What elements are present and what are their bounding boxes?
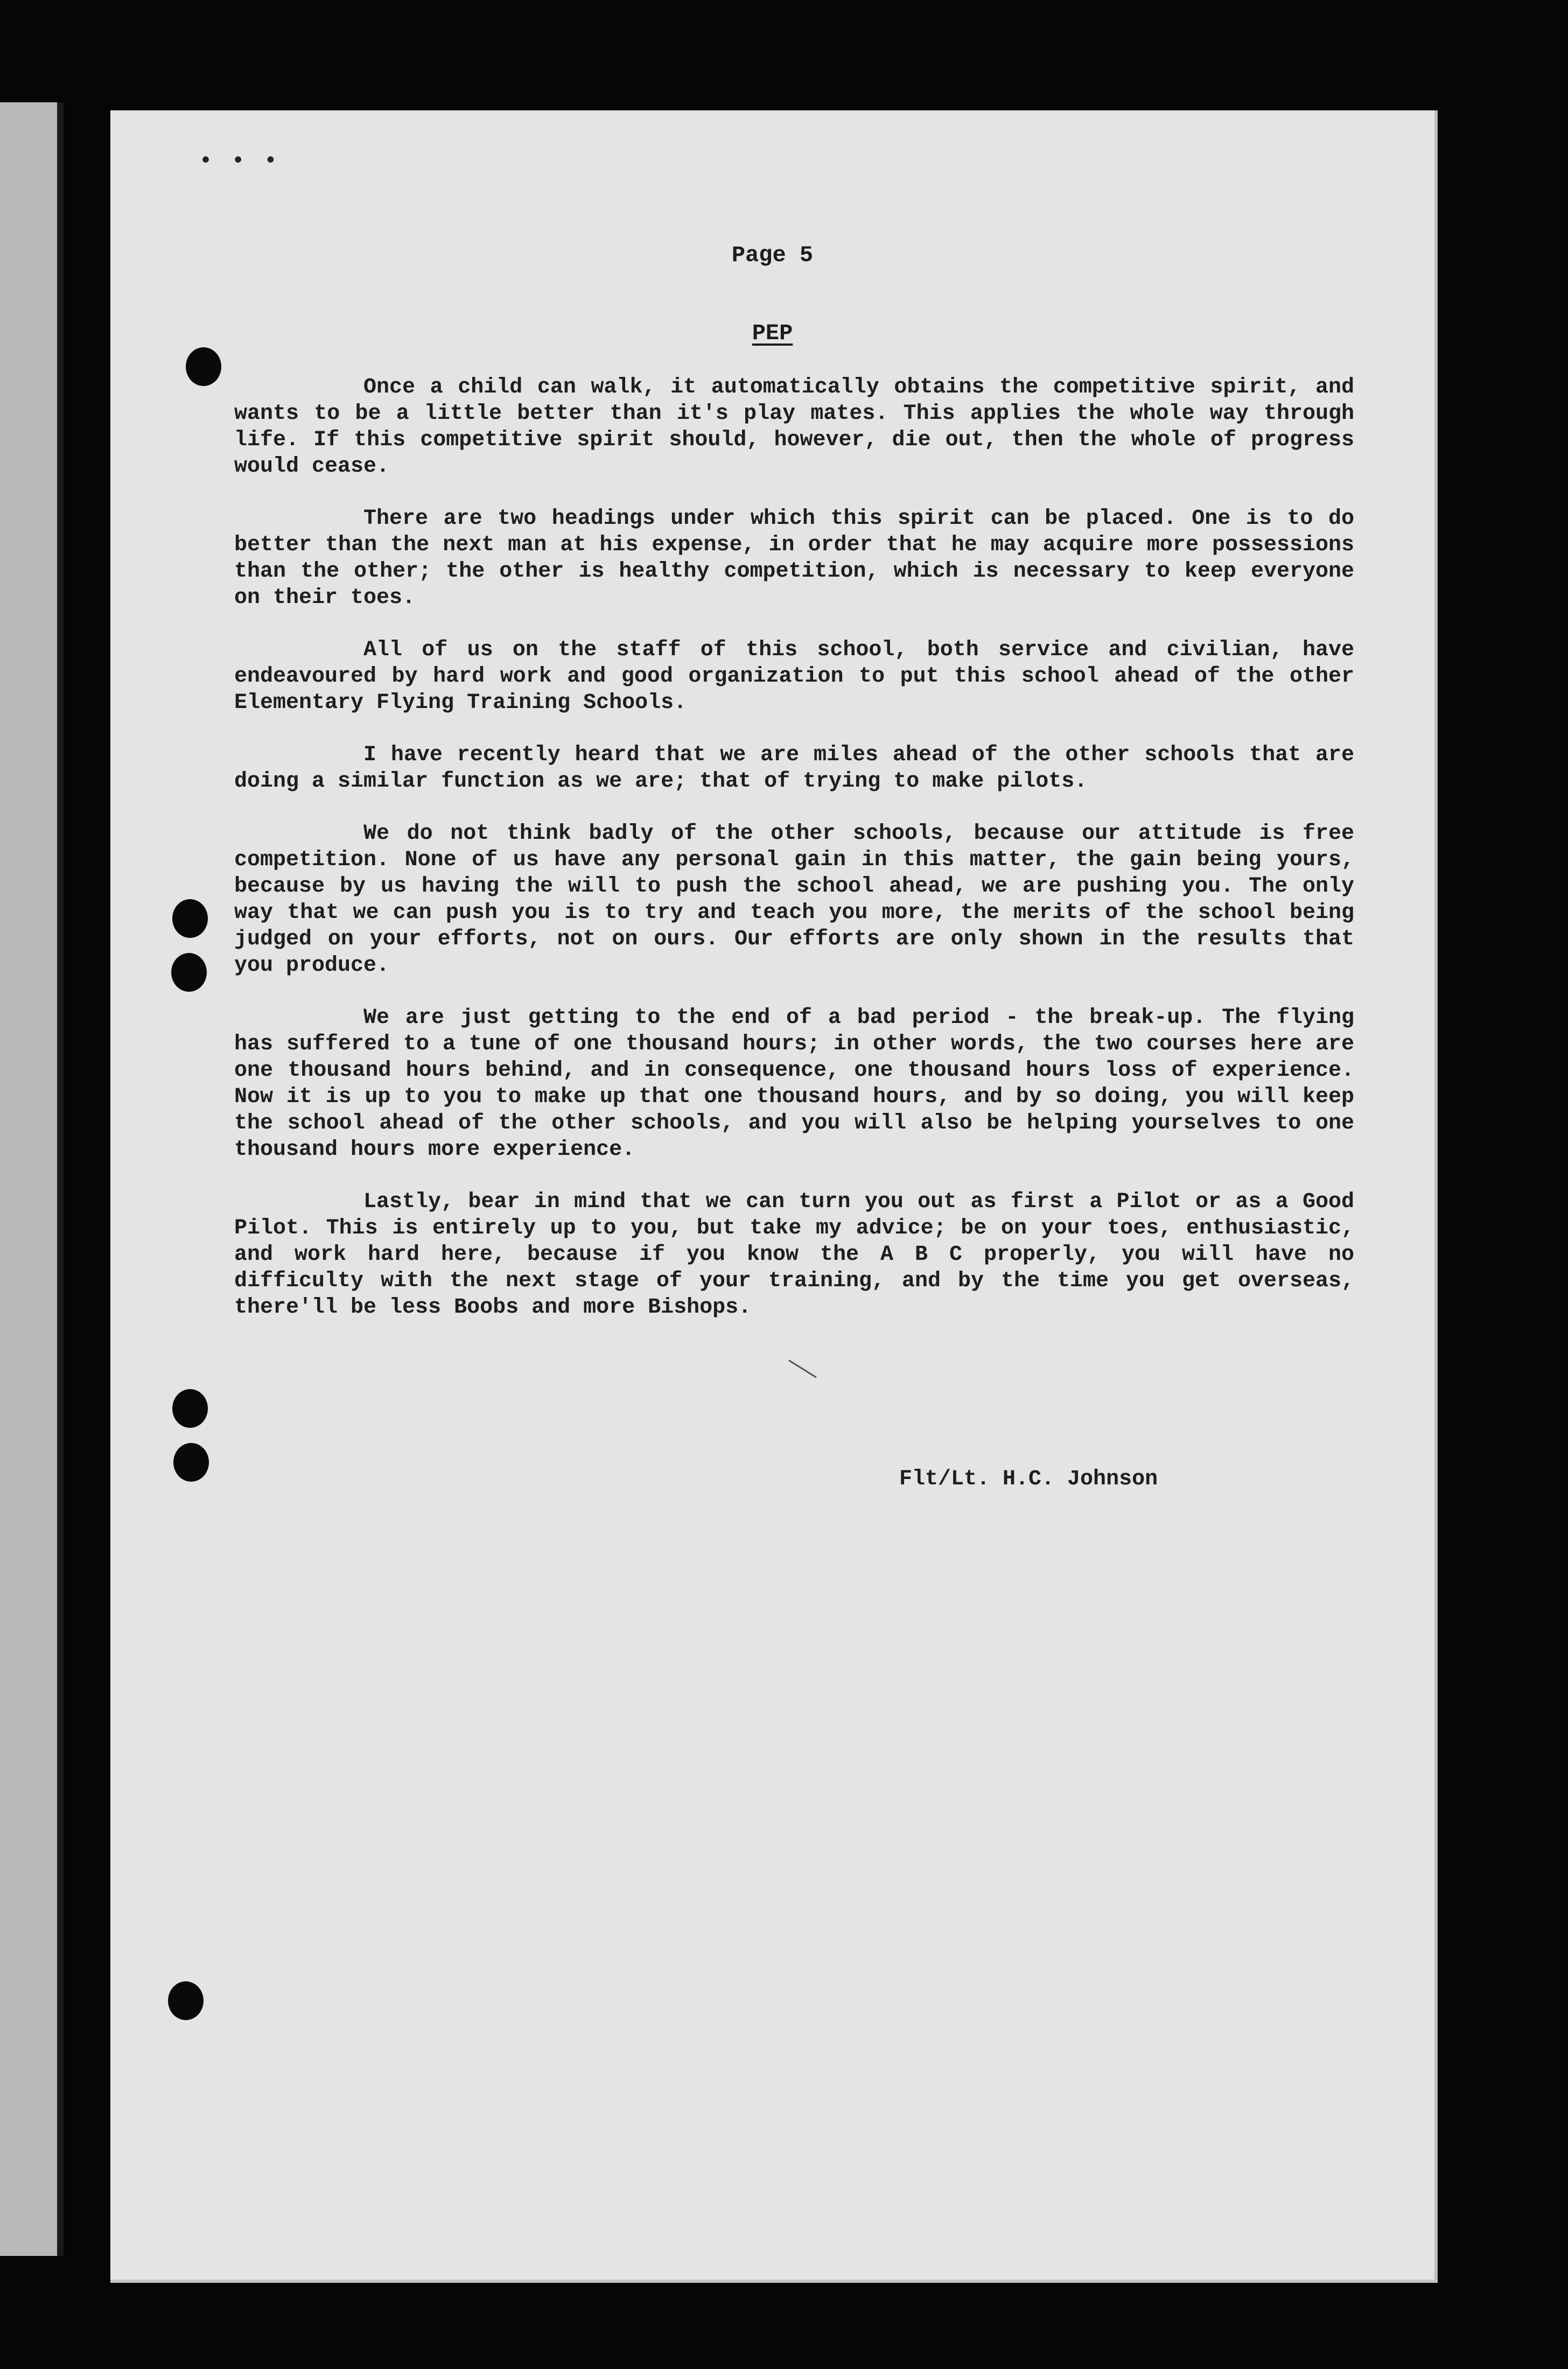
page-number: Page 5	[731, 242, 814, 268]
punch-hole-4	[172, 1389, 208, 1428]
paragraph-7: Lastly, bear in mind that we can turn you out as first a Pilot or as a Good Pilot. This is entirely up to you, but take my advice; be on your toes, enthusiastic, and work hard here, because if you know the A B C properly, you will have no difficulty with the next stage of your training, and by the time you get overseas, there'll be less Boobs and more Bishops.	[234, 1190, 1354, 1320]
document-title: PEP	[752, 320, 793, 346]
paragraph-6: We are just getting to the end of a bad period - the break-up. The flying has suffered to a tune of one thousand hours; in other words, the two courses here are one thousand hours behind, and in consequence, one thousand hours loss of experience. Now it is up to you to make up that one thousand hours, and by so doing, you will keep the school ahead of the other schools, and you will also be helping yourselves to one thousand hours more experience.	[234, 1006, 1354, 1162]
paragraph-1: Once a child can walk, it automatically obtains the competitive spirit, and wants to be a little better than it's play mates. This applies the whole way through life. If this competitive spirit should, however, die out, then the whole of progress would cease.	[234, 375, 1354, 479]
punch-hole-2	[172, 899, 208, 938]
punch-hole-3	[171, 953, 207, 992]
previous-page-edge	[57, 102, 64, 2256]
previous-page-strip	[0, 102, 57, 2256]
punch-hole-6	[168, 1981, 204, 2020]
document-body	[234, 374, 1354, 1347]
signature-line: Flt/Lt. H.C. Johnson	[899, 1467, 1158, 1491]
paragraph-5: We do not think badly of the other schools, because our attitude is free competition. None of us have any personal gain in this matter, the gain being yours, because by us having the will to push the school ahead, we are pushing you. The only way that we can push you is to try and teach you more, the merits of the school being judged on your efforts, not on ours. Our efforts are only shown in the results that you produce.	[234, 822, 1354, 978]
paragraph-4: I have recently heard that we are miles ahead of the other schools that are doing a similar function as we are; that of trying to make pilots.	[234, 743, 1354, 794]
paragraph-2: There are two headings under which this spirit can be placed. One is to do better than the next man at his expense, in order that he may acquire more possessions than the other; the other is healthy competition, which is necessary to keep everyone on their toes.	[234, 507, 1354, 610]
punch-hole-5	[173, 1443, 209, 1482]
document-page	[110, 110, 1438, 2283]
pen-stray-mark	[788, 1359, 816, 1378]
paragraph-3: All of us on the staff of this school, both service and civilian, have endeavoured by hard work and good organization to put this school ahead of the other Elementary Flying Training Schools.	[234, 638, 1354, 715]
corner-marks: • • •	[199, 148, 281, 173]
punch-hole-1	[186, 347, 221, 386]
